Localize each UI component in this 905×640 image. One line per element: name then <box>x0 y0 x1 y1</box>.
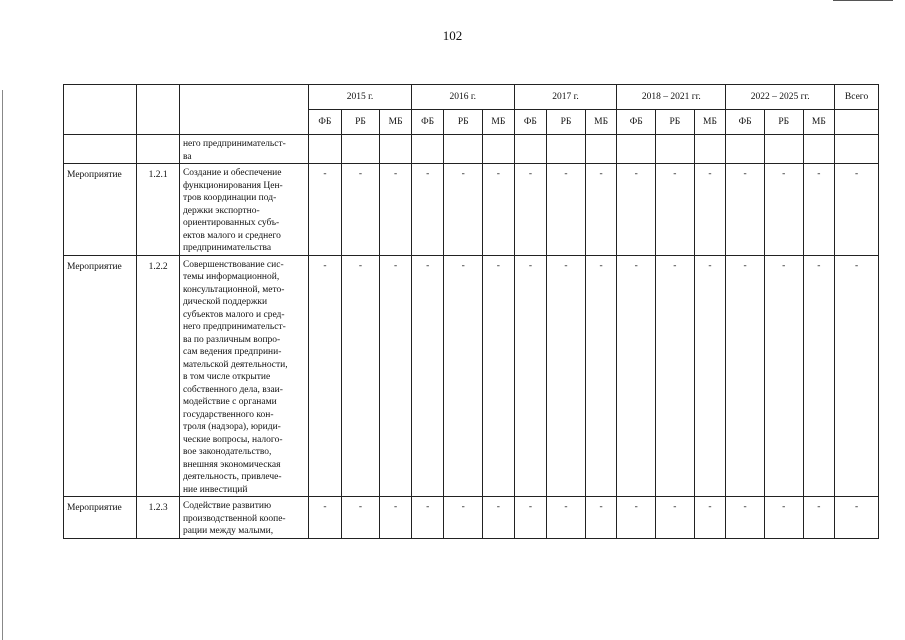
value-cell: - <box>380 497 412 539</box>
value-cell: - <box>380 164 412 256</box>
row-description-cell <box>179 255 308 497</box>
value-cell <box>585 135 617 164</box>
value-cell: - <box>617 497 656 539</box>
value-cell: - <box>764 164 803 256</box>
table-row <box>64 135 879 164</box>
description-line: троля (надзора), юриди- <box>182 422 281 432</box>
header-budget-cell: ФБ <box>726 110 765 135</box>
value-cell: - <box>309 164 342 256</box>
header-total: Всего <box>835 85 879 110</box>
header-budget-cell: ФБ <box>309 110 342 135</box>
value-cell: - <box>726 255 765 497</box>
description-line: консультационной, мето- <box>182 284 285 295</box>
header-budget-cell: ФБ <box>411 110 444 135</box>
value-cell: - <box>547 164 586 256</box>
value-cell: - <box>514 255 547 497</box>
header-year: 2017 г. <box>514 85 617 110</box>
value-cell <box>694 135 726 164</box>
row-number-cell <box>137 135 180 164</box>
description-line: предпринимательства <box>182 243 272 253</box>
value-cell: - <box>411 255 444 497</box>
value-cell: - <box>617 255 656 497</box>
row-type-cell: Мероприятие <box>64 164 137 256</box>
header-year: 2016 г. <box>411 85 514 110</box>
value-cell: - <box>483 164 515 256</box>
left-page-edge <box>2 90 3 640</box>
value-cell <box>764 135 803 164</box>
description-line: ва по различным вопро- <box>182 334 281 345</box>
description-line: модействие с органами <box>182 397 277 407</box>
value-cell: - <box>444 164 483 256</box>
value-cell: - <box>694 164 726 256</box>
value-cell: - <box>835 497 879 539</box>
description-line: ектов малого и среднего <box>182 230 281 241</box>
description-line: внешняя экономическая <box>182 459 281 470</box>
description-line: ва <box>182 151 192 162</box>
value-cell: - <box>694 497 726 539</box>
header-year: 2022 – 2025 гг. <box>726 85 835 110</box>
header-year: 2015 г. <box>309 85 412 110</box>
header-blank-num <box>137 85 180 135</box>
value-cell: - <box>726 164 765 256</box>
value-cell: - <box>411 164 444 256</box>
value-cell: - <box>514 497 547 539</box>
value-cell: - <box>803 164 835 256</box>
header-budget-cell: МБ <box>380 110 412 135</box>
header-row-years <box>64 85 879 110</box>
header-budget-cell: РБ <box>547 110 586 135</box>
value-cell: - <box>585 164 617 256</box>
value-cell: - <box>547 497 586 539</box>
value-cell <box>514 135 547 164</box>
value-cell: - <box>726 497 765 539</box>
row-type-cell: Мероприятие <box>64 255 137 497</box>
value-cell: - <box>803 497 835 539</box>
table-row <box>64 497 879 539</box>
value-cell: - <box>585 255 617 497</box>
value-cell <box>835 135 879 164</box>
description-line: функционирования Цен- <box>182 180 283 191</box>
table-row <box>64 164 879 256</box>
value-cell <box>380 135 412 164</box>
description-line: Создание и обеспечение <box>182 168 282 178</box>
value-cell: - <box>764 255 803 497</box>
value-cell <box>726 135 765 164</box>
row-description-cell <box>179 497 308 539</box>
description-line: вое законодательство, <box>182 447 272 457</box>
value-cell: - <box>585 497 617 539</box>
value-cell: - <box>694 255 726 497</box>
description-line: государственного кон- <box>182 409 274 420</box>
value-cell: - <box>656 255 695 497</box>
header-budget-cell: РБ <box>444 110 483 135</box>
value-cell: - <box>483 497 515 539</box>
header-blank-desc <box>179 85 308 135</box>
row-number-cell: 1.2.3 <box>137 497 180 539</box>
value-cell: - <box>835 255 879 497</box>
description-line: Совершенствование сис- <box>182 259 284 270</box>
header-blank-type <box>64 85 137 135</box>
description-line: в том числе открытие <box>182 372 271 382</box>
header-budget-cell: РБ <box>656 110 695 135</box>
row-number-cell: 1.2.2 <box>137 255 180 497</box>
header-budget-cell: РБ <box>764 110 803 135</box>
description-line: дической поддержки <box>182 297 268 307</box>
description-line: него предпринимательст- <box>182 139 286 149</box>
value-cell: - <box>444 497 483 539</box>
value-cell: - <box>309 497 342 539</box>
value-cell: - <box>514 164 547 256</box>
page-number: 102 <box>442 28 463 43</box>
value-cell: - <box>411 497 444 539</box>
value-cell: - <box>341 255 380 497</box>
row-description-cell <box>179 164 308 256</box>
value-cell <box>656 135 695 164</box>
value-cell: - <box>547 255 586 497</box>
description-line: сам ведения предприни- <box>182 347 282 357</box>
description-line: темы информационной, <box>182 272 280 282</box>
value-cell: - <box>617 164 656 256</box>
value-cell <box>803 135 835 164</box>
row-type-cell: Мероприятие <box>64 497 137 539</box>
description-line: ориентированных субъ- <box>182 218 280 228</box>
description-line: мательской деятельности, <box>182 359 288 370</box>
header-budget-cell: МБ <box>483 110 515 135</box>
value-cell <box>547 135 586 164</box>
value-cell: - <box>341 497 380 539</box>
value-cell: - <box>835 164 879 256</box>
value-cell <box>483 135 515 164</box>
row-description-cell <box>179 135 308 164</box>
description-line: производственной коопе- <box>182 513 286 524</box>
value-cell <box>617 135 656 164</box>
value-cell <box>309 135 342 164</box>
funding-table <box>63 84 879 539</box>
description-line: рации между малыми, <box>182 526 274 536</box>
header-budget-cell: МБ <box>803 110 835 135</box>
value-cell <box>444 135 483 164</box>
top-edge-mark <box>833 0 893 1</box>
description-line: Содействие развитию <box>182 501 272 511</box>
description-line: держки экспортно- <box>182 205 260 216</box>
header-year: 2018 – 2021 гг. <box>617 85 726 110</box>
table-body <box>64 135 879 539</box>
value-cell: - <box>380 255 412 497</box>
value-cell: - <box>309 255 342 497</box>
description-line: деятельность, привлече- <box>182 472 282 482</box>
value-cell: - <box>764 497 803 539</box>
header-total-blank <box>835 110 879 135</box>
header-budget-cell: МБ <box>694 110 726 135</box>
description-line: ние инвестиций <box>182 484 248 495</box>
value-cell: - <box>483 255 515 497</box>
value-cell: - <box>656 497 695 539</box>
description-line: тров координации под- <box>182 193 277 203</box>
value-cell: - <box>444 255 483 497</box>
description-line: собственного дела, взаи- <box>182 384 283 395</box>
header-budget-cell: ФБ <box>514 110 547 135</box>
value-cell <box>341 135 380 164</box>
value-cell: - <box>341 164 380 256</box>
row-number-cell: 1.2.1 <box>137 164 180 256</box>
value-cell <box>411 135 444 164</box>
table-row <box>64 255 879 497</box>
description-line: него предпринимательст- <box>182 322 286 332</box>
header-budget-cell: РБ <box>341 110 380 135</box>
header-budget-cell: ФБ <box>617 110 656 135</box>
header-budget-cell: МБ <box>585 110 617 135</box>
row-type-cell <box>64 135 137 164</box>
value-cell: - <box>803 255 835 497</box>
description-line: субъектов малого и сред- <box>182 309 285 320</box>
description-line: ческие вопросы, налого- <box>182 434 283 445</box>
value-cell: - <box>656 164 695 256</box>
